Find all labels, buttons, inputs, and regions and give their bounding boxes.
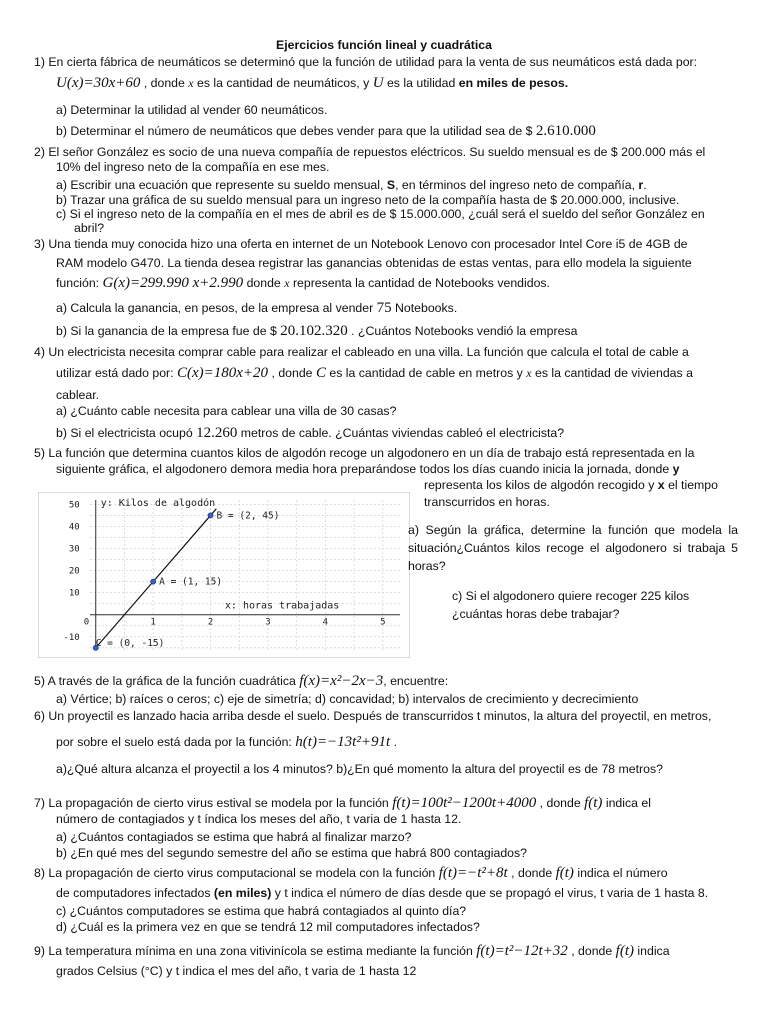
origin-label: 0 (83, 617, 90, 628)
problem-7-statement: 7) La propagación de cierto virus estival se modela por la función f(t)=100t²−1200t+4000 , donde f(t) indica el (34, 795, 651, 811)
problem-2-question-c: c) Si el ingreso neto de la compañía en el mes de abril es de $ 15.000.000, ¿cuál será el sueldo del señor González en (56, 207, 705, 221)
problem-3-formula-line: función: G(x)=299.990 x+2.990 donde x representa la cantidad de Notebooks vendidos. (56, 275, 550, 291)
problem-8-question-c: c) ¿Cuántos computadores se estima que habrá contagiados al quinto día? (56, 904, 467, 918)
problem-6-formula-line: por sobre el suelo está dada por la función: h(t)=−13t²+91t . (56, 734, 397, 750)
data-point (151, 579, 156, 584)
profit-formula: G(x)=299.990 x+2.990 (102, 275, 244, 291)
problem-9-statement-cont: grados Celsius (°C) y t indica el mes del año, t varia de 1 hasta 12 (56, 964, 417, 978)
problem-4-statement-end: cablear. (56, 388, 100, 402)
data-point (208, 513, 213, 518)
problem-5-statement: 5) La función que determina cuantos kilos de algodón recoge un algodonero en un día de trabajo está representada en la (34, 446, 695, 460)
virus-formula: f(t)=100t²−1200t+4000 (392, 795, 537, 811)
problem-5b-statement: 5) A través de la gráfica de la función cuadrática f(x)=x²−2x−3, encuentre: (34, 673, 449, 689)
problem-6-statement: 6) Un proyectil es lanzado hacia arriba desde el suelo. Después de transcurridos t minutos, la altura del proyectil, en metros, (34, 709, 712, 723)
y-tick-label: 50 (68, 500, 80, 511)
point-label: C = (0, -15) (95, 637, 165, 649)
computer-virus-formula: f(t)=−t²+8t (438, 865, 508, 881)
y-tick-label: 30 (68, 544, 80, 555)
problem-3-question-b: b) Si la ganancia de la empresa fue de $ 20.102.320 . ¿Cuántos Notebooks vendió la empresa (56, 323, 578, 339)
problem-5-right-text-2: transcurridos en horas. (424, 495, 550, 509)
problem-3-statement: 3) Una tienda muy conocida hizo una oferta en internet de un Notebook Lenovo con procesador Intel Core i5 de 4GB de (34, 237, 688, 251)
y-tick-label: 10 (68, 588, 80, 599)
problem-1-question-b: b) Determinar el número de neumáticos que debes vender para que la utilidad sea de $ 2.610.000 (56, 123, 596, 139)
problem-1-question-a: a) Determinar la utilidad al vender 60 neumáticos. (56, 103, 328, 117)
problem-2-question-c-cont: abril? (74, 221, 105, 235)
problem-3-question-a: a) Calcula la ganancia, en pesos, de la empresa al vender 75 Notebooks. (56, 300, 458, 316)
cotton-graph (38, 492, 410, 658)
page-title: Ejercicios función lineal y cuadrática (276, 38, 492, 52)
x-tick-label: 3 (265, 617, 271, 628)
y-axis-label: y: Kilos de algodón (100, 498, 216, 509)
y-tick-label: 20 (68, 566, 80, 577)
problem-4-question-a: a) ¿Cuánto cable necesita para cablear una villa de 30 casas? (56, 404, 397, 418)
problem-2-statement-cont: 10% del ingreso neto de la compañía en ese mes. (56, 160, 330, 174)
x-tick-label: 4 (322, 617, 329, 628)
problem-5-right-text-1: representa los kilos de algodón recogido y x el tiempo (424, 478, 718, 492)
problem-5-statement-cont: siguiente gráfica, el algodonero demora media hora preparándose todos los días cuando inicia la jornada, donde y (56, 462, 680, 476)
problem-5-question-a: a) Según la gráfica, determine la función que modela la situación¿Cuántos kilos recoge el algodonero si trabaja 5 horas? (408, 523, 738, 573)
problem-2-statement: 2) El señor González es socio de una nueva compañía de repuestos eléctricos. Su sueldo mensual es de $ 200.000 más el (34, 145, 706, 159)
problem-4-statement: 4) Un electricista necesita comprar cable para realizar el cableado en una villa. La función que calcula el total de cable a (34, 345, 689, 359)
quadratic-formula: f(x)=x²−2x−3 (299, 673, 384, 689)
y-tick-label: -10 (63, 632, 80, 643)
problem-2-question-a: a) Escribir una ecuación que represente su sueldo mensual, S, en términos del ingreso neto de compañía, r. (56, 178, 647, 192)
x-tick-label: 5 (380, 617, 386, 628)
problem-4-question-b: b) Si el electricista ocupó 12.260 metros de cable. ¿Cuántas viviendas cableó el electricista? (56, 425, 565, 441)
point-label: A = (1, 15) (159, 576, 223, 588)
problem-8-question-d: d) ¿Cuál es la primera vez en que se tendrá 12 mil computadores infectados? (56, 920, 480, 934)
y-tick-label: 40 (68, 522, 80, 533)
problem-1-statement: 1) En cierta fábrica de neumáticos se determinó que la función de utilidad para la venta de sus neumáticos está dada por: (34, 55, 698, 69)
x-axis-label: x: horas trabajadas (224, 600, 340, 612)
point-label: B = (2, 45) (216, 510, 280, 522)
x-tick-label: 1 (150, 617, 156, 628)
cable-formula: C(x)=180x+20 (177, 365, 269, 381)
temperature-formula: f(t)=t²−12t+32 (476, 943, 568, 959)
utility-formula: U(x)=30x+60 (56, 75, 141, 91)
problem-8-statement-cont: de computadores infectados (en miles) y t indica el número de días desde que se propagó el virus, t varia de 1 hasta 8. (56, 886, 709, 900)
problem-8-statement: 8) La propagación de cierto virus computacional se modela con la función f(t)=−t²+8t , donde f(t) indica el número (34, 865, 668, 881)
problem-5b-items: a) Vértice; b) raíces o ceros; c) eje de simetría; d) concavidad; b) intervalos de crecimiento y decrecimiento (56, 692, 639, 706)
problem-2-question-b: b) Trazar una gráfica de su sueldo mensual para un ingreso neto de la compañía hasta de $ 20.000.000, inclusive. (56, 193, 680, 207)
problem-5-question-c: c) Si el algodonero quiere recoger 225 kilos ¿cuántas horas debe trabajar? (452, 589, 690, 621)
problem-7-question-b: b) ¿En qué mes del segundo semestre del año se estima que habrá 800 contagiados? (56, 846, 527, 860)
problem-4-formula-line: utilizar está dado por: C(x)=180x+20 , donde C es la cantidad de cable en metros y x es la cantidad de viviendas a (56, 365, 693, 381)
problem-3-statement-cont: RAM modelo G470. La tienda desea registrar las ganancias obtenidas de estas ventas, para ello modela la siguiente (56, 256, 692, 270)
problem-9-statement: 9) La temperatura mínima en una zona vitivinícola se estima mediante la función f(t)=t²−12t+32 , donde f(t) indica (34, 943, 670, 959)
height-formula: h(t)=−13t²+91t (295, 734, 391, 750)
problem-6-questions: a)¿Qué altura alcanza el proyectil a los 4 minutos? b)¿En qué momento la altura del proyectil es de 78 metros? (56, 762, 663, 776)
x-tick-label: 2 (207, 617, 214, 628)
problem-1-formula-line: U(x)=30x+60 , donde x es la cantidad de neumáticos, y U es la utilidad en miles de pesos. (56, 75, 569, 91)
problem-7-question-a: a) ¿Cuántos contagiados se estima que habrá al finalizar marzo? (56, 830, 412, 844)
problem-7-statement-cont: número de contagiados y t índica los meses del año, t varia de 1 hasta 12. (56, 812, 462, 826)
